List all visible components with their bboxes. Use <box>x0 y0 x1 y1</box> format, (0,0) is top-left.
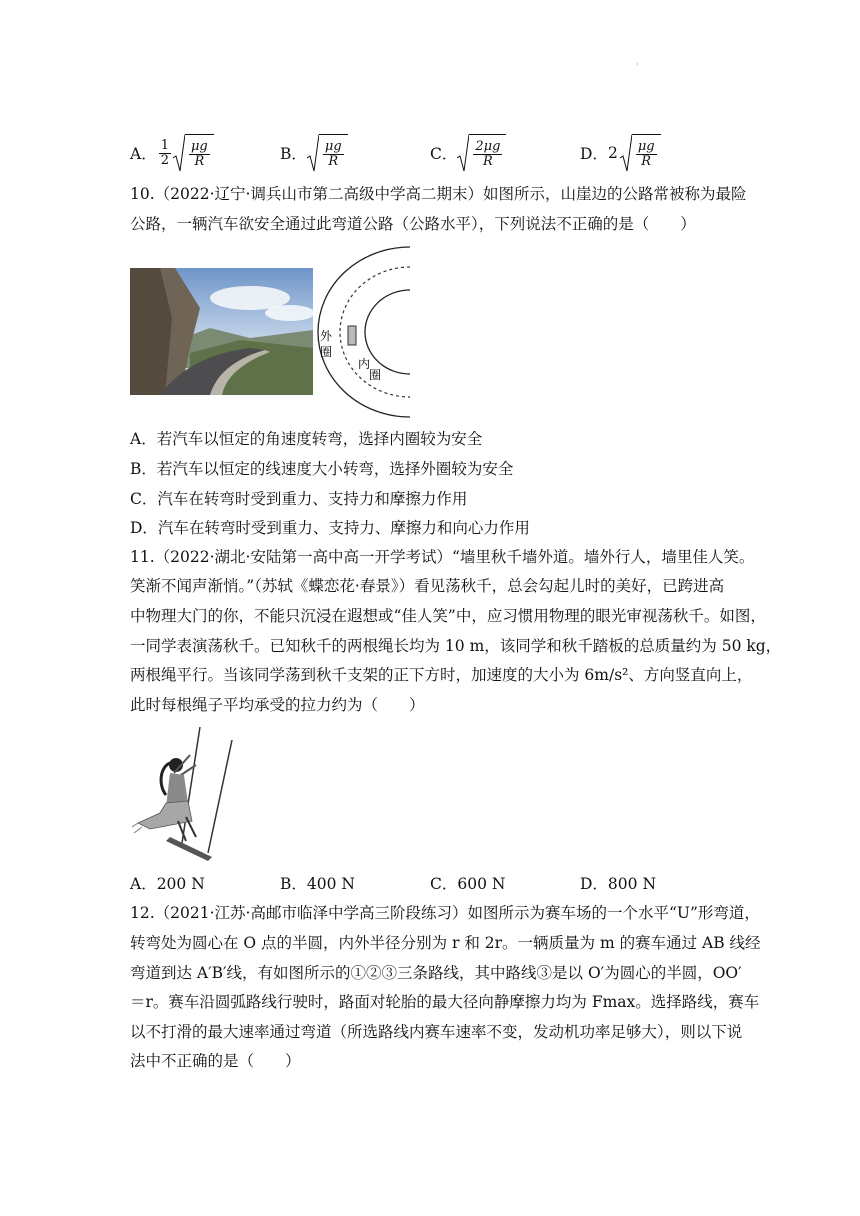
q12-stem-line-6: 法中不正确的是（ ） <box>130 1052 301 1070</box>
radical-sign-icon <box>173 134 185 172</box>
q12-stem-line-2: 转弯处为圆心在 O 点的半圆，内外半径分别为 r 和 2r。一辆质量为 m 的赛车通过 AB 线经 <box>130 934 761 952</box>
q11-option-c: C．600 N <box>430 875 506 893</box>
coefficient: 2 <box>607 144 618 162</box>
square-root <box>620 134 661 172</box>
q11-option-b: B．400 N <box>280 875 355 893</box>
square-root <box>173 134 214 172</box>
q10-option-a: A．若汽车以恒定的角速度转弯，选择内圈较为安全 <box>130 430 483 448</box>
radical-sign-icon <box>457 134 469 172</box>
q10-option-c: C．汽车在转弯时受到重力、支持力和摩擦力作用 <box>130 490 468 508</box>
q9-option-d <box>580 134 661 172</box>
q9-option-a <box>130 134 214 172</box>
square-root <box>307 134 348 172</box>
inner-label-2: 圈 <box>369 368 382 382</box>
q12-stem-line-5: 以不打滑的最大速率通过弯道（所选路线内赛车速率不变，发动机功率足够大），则以下说 <box>130 1023 743 1041</box>
square-root <box>457 134 506 172</box>
outer-label-2: 圈 <box>320 345 333 359</box>
q10-option-d: D．汽车在转弯时受到重力、支持力、摩擦力和向心力作用 <box>130 519 530 537</box>
q12-stem-line-4: ＝r。赛车沿圆弧路线行驶时，路面对轮胎的最大径向静摩擦力均为 Fmax。选择路线，赛车 <box>130 993 760 1011</box>
q12-stem-line-1: 12.（2021·江苏·高邮市临泽中学高三阶段练习）如图所示为赛车场的一个水平“U”形弯道， <box>130 904 760 922</box>
q11-stem-line-4: 一同学表演荡秋千。已知秋千的两根绳长均为 10 m，该同学和秋千踏板的总质量约为 50 kg， <box>130 637 782 655</box>
q10-option-b: B．若汽车以恒定的线速度大小转弯，选择外圈较为安全 <box>130 460 514 478</box>
outer-label-1: 外 <box>320 329 333 343</box>
q9-option-b <box>280 134 348 172</box>
q11-stem-line-6: 此时每根绳子平均承受的拉力约为（ ） <box>130 696 425 714</box>
q9-option-c <box>430 134 506 172</box>
q11-option-d: D．800 N <box>580 875 657 893</box>
radical-sign-icon <box>307 134 319 172</box>
mountain-road-photo <box>130 268 313 395</box>
radicand-fraction: $\frac{\mu g}{R}$ <box>324 139 342 169</box>
q10-stem-line-1: 10.（2022·辽宁·调兵山市第二高级中学高二期末）如图所示，山崖边的公路常被称为最险 <box>130 185 747 203</box>
radicand-fraction: $\frac{2\mu g}{R}$ <box>475 139 501 169</box>
q12-stem-line-3: 弯道到达 A′B′线，有如图所示的①②③三条路线，其中路线③是以 O′为圆心的半圆，OO′ <box>130 964 742 982</box>
radicand-fraction: $\frac{\mu g}{R}$ <box>637 139 655 169</box>
coefficient-fraction <box>159 139 171 168</box>
q10-stem-line-2: 公路，一辆汽车欲安全通过此弯道公路（公路水平），下列说法不正确的是（ ） <box>130 215 696 233</box>
coef-denominator: 2 <box>160 152 169 168</box>
q11-stem-line-2: 笑渐不闻声渐悄。”（苏轼《蝶恋花·春景》）看见荡秋千，总会勾起儿时的美好，已跨进高 <box>130 577 725 595</box>
option-label: A． <box>130 145 157 163</box>
option-label: D． <box>580 145 608 163</box>
radicand-fraction: $\frac{\mu g}{R}$ <box>190 139 208 169</box>
q11-option-a: A．200 N <box>130 875 205 893</box>
option-label: B． <box>280 145 307 163</box>
q11-stem-line-5: 两根绳平行。当该同学荡到秋千支架的正下方时，加速度的大小为 6m/s²、方向竖直向上， <box>130 666 753 684</box>
coef-numerator: 1 <box>160 137 169 153</box>
q11-stem-line-1: 11.（2022·湖北·安陆第一高中高一开学考试）“墙里秋千墙外道。墙外行人，墙里佳人笑。 <box>130 548 755 566</box>
swing-illustration <box>130 725 240 870</box>
q11-stem-line-3: 中物理大门的你，不能只沉浸在遐想或“佳人笑”中，应习惯用物理的眼光审视荡秋千。如图， <box>130 607 766 625</box>
page-dot: · <box>636 60 639 69</box>
inner-label-1: 内 <box>358 357 371 371</box>
curve-road-diagram <box>315 245 415 420</box>
radical-sign-icon <box>620 134 632 172</box>
option-label: C． <box>430 145 458 163</box>
